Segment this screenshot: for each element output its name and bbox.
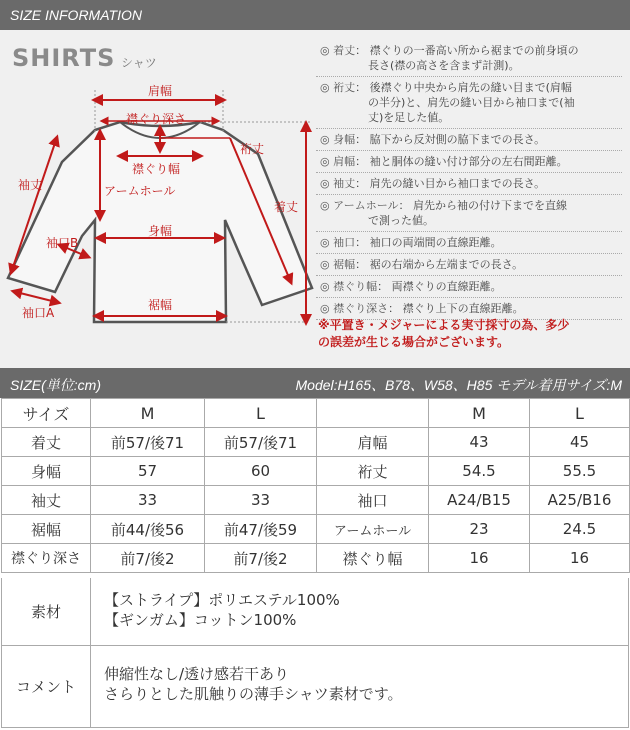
table-cell: 16 — [429, 544, 530, 573]
definition-item: ◎ 裄丈： 後襟ぐり中央から肩先の縫い目まで(肩幅 の半分)と、肩先の縫い目から袖口まで(袖 丈)を足した値。 — [316, 77, 622, 129]
header-title: SIZE INFORMATION — [10, 7, 142, 23]
table-cell: 23 — [429, 515, 530, 544]
table-cell: A25/B16 — [530, 486, 630, 515]
definition-item: ◎ 肩幅： 袖と胴体の縫い付け部分の左右間距離。 — [316, 151, 622, 173]
table-header-cell: M — [429, 399, 530, 428]
table-cell: 裾幅 — [2, 515, 91, 544]
table-cell: 前44/後56 — [91, 515, 205, 544]
table-cell: 裄丈 — [317, 457, 429, 486]
definition-item: ◎ 身幅： 脇下から反対側の脇下までの長さ。 — [316, 129, 622, 151]
table-cell: A24/B15 — [429, 486, 530, 515]
table-cell: 54.5 — [429, 457, 530, 486]
diagram-subtitle: シャツ — [121, 56, 157, 70]
label-yukitake: 裄丈 — [240, 142, 265, 156]
table-header-cell: L — [530, 399, 630, 428]
table-cell: 襟ぐり幅 — [317, 544, 429, 573]
size-information-header — [0, 0, 630, 30]
definition-item: ◎ 着丈： 襟ぐりの一番高い所から裾までの前身頃の 長さ(襟の高さを含まず計測)。 — [316, 40, 622, 77]
table-cell: 45 — [530, 428, 630, 457]
label-shoulder-width: 肩幅 — [148, 84, 173, 98]
material-label: 素材 — [2, 578, 91, 645]
table-cell: 肩幅 — [317, 428, 429, 457]
label-neck-width: 襟ぐり幅 — [132, 162, 181, 176]
table-cell: 60 — [205, 457, 317, 486]
table-cell: 前7/後2 — [205, 544, 317, 573]
table-row — [2, 457, 630, 486]
comment-value: 伸縮性なし/透け感若干あり さらりとした肌触りの薄手シャツ素材です。 — [104, 665, 403, 703]
diagram-panel — [0, 30, 630, 368]
table-row — [2, 515, 630, 544]
table-row — [2, 486, 630, 515]
definition-item: ◎ 袖口： 袖口の両端間の直線距離。 — [316, 232, 622, 254]
table-cell: 襟ぐり深さ — [2, 544, 91, 573]
label-sleeve-length: 袖丈 — [18, 178, 43, 192]
table-header-cell: L — [205, 399, 317, 428]
label-cuff-b: 袖口B — [46, 236, 79, 250]
diagram-title: SHIRTS — [12, 44, 116, 72]
table-cell: 袖丈 — [2, 486, 91, 515]
model-info: Model:H165、B78、W58、H85 モデル着用サイズ:M — [295, 377, 622, 393]
definition-item: ◎ 襟ぐり深さ： 襟ぐり上下の直線距離。 — [316, 298, 622, 320]
material-value: 【ストライプ】ポリエステル100% 【ギンガム】コットン100% — [104, 591, 340, 629]
table-cell: 前47/後59 — [205, 515, 317, 544]
table-row — [2, 428, 630, 457]
definition-item: ◎ アームホール： 肩先から袖の付け下までを直線 で測った値。 — [316, 195, 622, 232]
table-row — [2, 544, 630, 573]
definition-item: ◎ 襟ぐり幅： 両襟ぐりの直線距離。 — [316, 276, 622, 298]
table-cell: アームホール — [317, 515, 429, 544]
label-hem-width: 裾幅 — [148, 298, 173, 312]
table-header-cell: M — [91, 399, 205, 428]
table-header-cell — [317, 399, 429, 428]
comment-label: コメント — [2, 646, 91, 727]
label-length: 着丈 — [274, 200, 299, 214]
table-cell: 43 — [429, 428, 530, 457]
label-armhole: アームホール — [104, 184, 176, 198]
table-cell: 袖口 — [317, 486, 429, 515]
table-header-cell: サイズ — [2, 399, 91, 428]
table-cell: 33 — [205, 486, 317, 515]
table-cell: 身幅 — [2, 457, 91, 486]
size-unit-title: SIZE(単位:cm) — [10, 377, 101, 393]
definition-item: ◎ 袖丈： 肩先の縫い目から袖口までの長さ。 — [316, 173, 622, 195]
label-body-width: 身幅 — [148, 224, 173, 238]
size-table — [1, 398, 630, 573]
table-cell: 24.5 — [530, 515, 630, 544]
cuff-a-arrow — [16, 292, 56, 302]
table-cell: 前57/後71 — [205, 428, 317, 457]
comment-section — [1, 646, 629, 728]
definitions-list — [316, 40, 622, 320]
label-neck-depth: 襟ぐり深さ — [126, 112, 187, 126]
table-cell: 57 — [91, 457, 205, 486]
measurement-note: ※平置き・メジャーによる実寸採寸の為、多少 の誤差が生じる場合がございます。 — [318, 318, 570, 349]
label-cuff-a: 袖口A — [22, 306, 55, 320]
definition-item: ◎ 裾幅： 裾の右端から左端までの長さ。 — [316, 254, 622, 276]
table-cell: 33 — [91, 486, 205, 515]
table-cell: 前57/後71 — [91, 428, 205, 457]
table-cell: 着丈 — [2, 428, 91, 457]
table-cell: 前7/後2 — [91, 544, 205, 573]
size-header-bar — [0, 368, 630, 398]
table-cell: 55.5 — [530, 457, 630, 486]
material-section — [1, 578, 629, 646]
table-header-row — [2, 399, 630, 428]
table-cell: 16 — [530, 544, 630, 573]
